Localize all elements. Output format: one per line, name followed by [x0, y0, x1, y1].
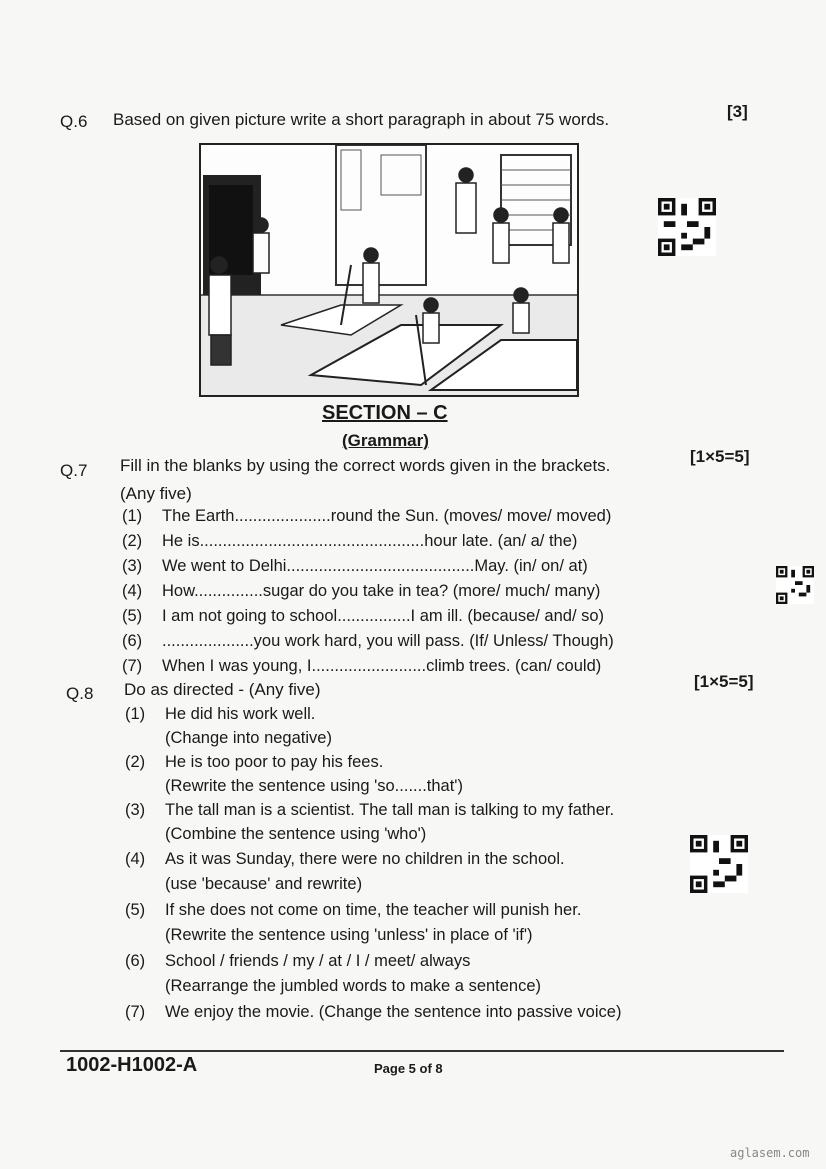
q8-item: (1) He did his work well. [125, 705, 316, 723]
q8-item: (7) We enjoy the movie. (Change the sentence into passive voice) [125, 1003, 622, 1021]
q7-item: (2) He is.................................................hour late. (an/ a/ the) [122, 532, 578, 550]
qr-code-icon [658, 198, 716, 256]
q8-instruction: (Rearrange the jumbled words to make a sentence) [165, 977, 542, 995]
q6-text: Based on given picture write a short paragraph in about 75 words. [113, 110, 610, 129]
page-number: Page 5 of 8 [374, 1061, 443, 1076]
q8-instruction: (Rewrite the sentence using 'unless' in place of 'if') [165, 926, 533, 944]
q7-item: (1) The Earth.....................round the Sun. (moves/ move/ moved) [122, 507, 612, 525]
q8-instruction: (Rewrite the sentence using 'so.......that') [165, 777, 463, 795]
q8-item: (2) He is too poor to pay his fees. [125, 753, 384, 771]
watermark: aglasem.com [730, 1146, 810, 1160]
q7-item: (5) I am not going to school................I am ill. (because/ and/ so) [122, 607, 605, 625]
classroom-illustration [201, 145, 577, 395]
section-subtitle: (Grammar) [342, 431, 429, 450]
footer-divider [60, 1050, 784, 1052]
q8-item: (5) If she does not come on time, the teacher will punish her. [125, 901, 582, 919]
q8-item: (3) The tall man is a scientist. The tall man is talking to my father. [125, 801, 615, 819]
q8-item: (4) As it was Sunday, there were no children in the school. [125, 850, 565, 868]
q7-item: (7) When I was young, I.........................climb trees. (can/ could) [122, 657, 602, 675]
q8-item: (6) School / friends / my / at / I / meet/ always [125, 952, 471, 970]
section-title: SECTION – C [322, 402, 448, 424]
q7-marks: [1×5=5] [690, 447, 750, 466]
q7-note: (Any five) [120, 484, 192, 503]
q7-item: (6) ....................you work hard, you will pass. (If/ Unless/ Though) [122, 632, 614, 650]
q6-number: Q.6 [60, 112, 88, 131]
q8-instruction: (use 'because' and rewrite) [165, 875, 363, 893]
q7-text: Fill in the blanks by using the correct words given in the brackets. [120, 456, 611, 475]
q8-number: Q.8 [66, 684, 94, 703]
paper-code: 1002-H1002-A [66, 1054, 198, 1076]
q8-text: Do as directed - (Any five) [124, 680, 321, 699]
q7-item: (3) We went to Delhi.........................................May. (in/ on/ at) [122, 557, 588, 575]
q7-number: Q.7 [60, 461, 88, 480]
q8-instruction: (Change into negative) [165, 729, 332, 747]
q8-instruction: (Combine the sentence using 'who') [165, 825, 427, 843]
classroom-picture [199, 143, 579, 397]
q7-item: (4) How...............sugar do you take in tea? (more/ much/ many) [122, 582, 601, 600]
q6-marks: [3] [727, 102, 748, 121]
qr-code-icon [776, 566, 814, 604]
qr-code-icon [690, 835, 748, 893]
q8-marks: [1×5=5] [694, 672, 754, 691]
